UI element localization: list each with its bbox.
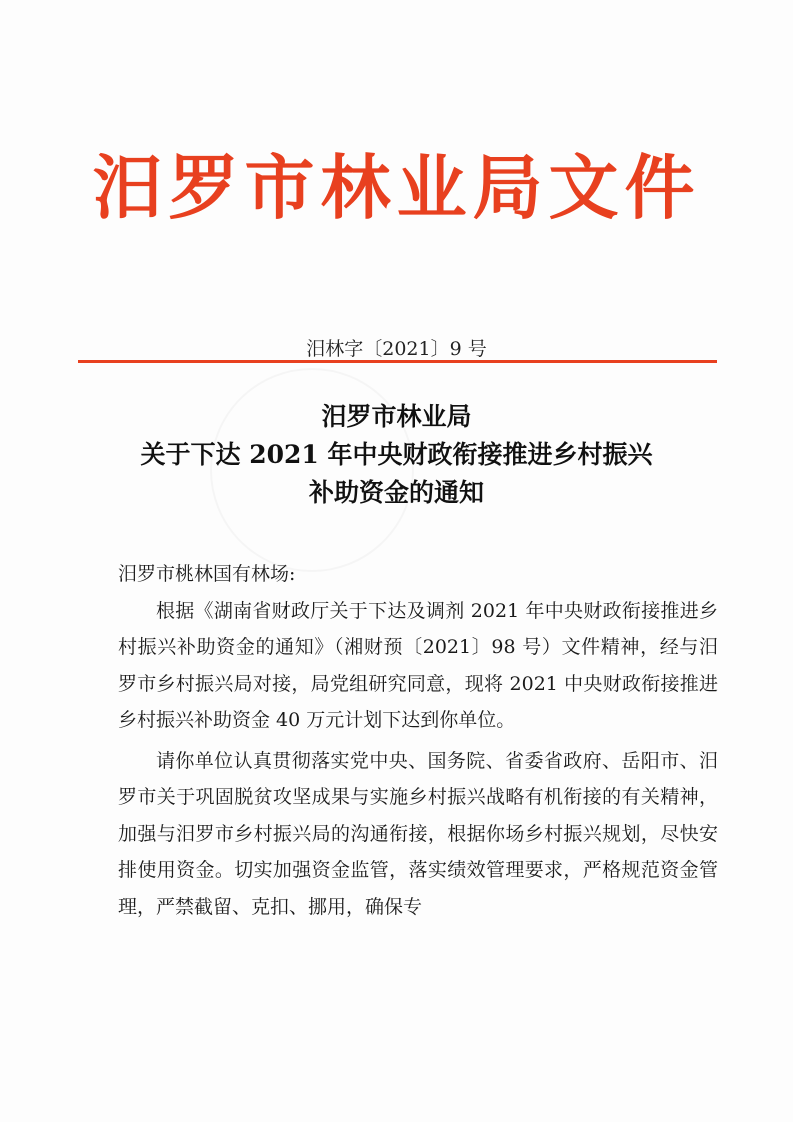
paragraph-2: 请你单位认真贯彻落实党中央、国务院、省委省政府、岳阳市、汨罗市关于巩固脱贫攻坚成果与实施乡村振兴战略有机衔接的有关精神，加强与汨罗市乡村振兴局的沟通衔接，根据你场乡村振兴规划，尽快安排使用资金。切实加强资金监管，落实绩效管理要求，严格规范资金管理，严禁截留、克扣、挪用，确保专 [118,749,718,918]
title-line-3: 补助资金的通知 [308,478,484,507]
notice-body [118,556,718,925]
masthead-title: 汨罗市林业局文件 [92,147,701,229]
red-divider-line [78,360,717,363]
title-line-1: 汨罗市林业局 [321,402,472,431]
document-number: 汨林字〔2021〕9 号 [306,338,487,360]
notice-title [0,398,793,512]
paragraph-1: 根据《湖南省财政厅关于下达及调剂 2021 年中央财政衔接推进乡村振兴补助资金的通知》（湘财预〔2021〕98 号）文件精神，经与汨罗市乡村振兴局对接，局党组研究同意，现将 2021 中央财政衔接推进乡村振兴补助资金 40 万元计划下达到你单位。 [118,599,718,731]
title-line-2: 关于下达 2021 年中央财政衔接推进乡村振兴 [140,440,653,469]
salutation: 汨罗市桃林国有林场: [118,563,296,585]
